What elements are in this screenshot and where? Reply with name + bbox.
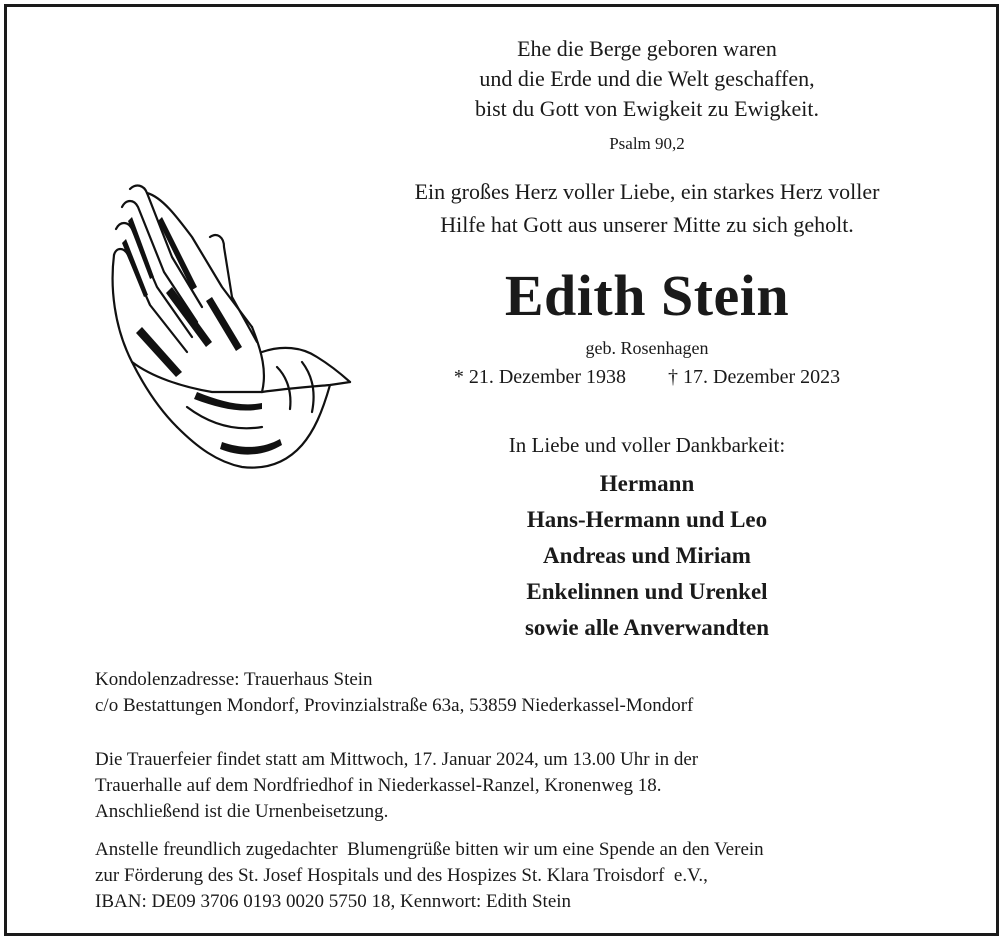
verse-line: und die Erde und die Welt geschaffen, <box>479 66 815 91</box>
mourner-name: sowie alle Anverwandten <box>524 615 770 640</box>
donation-line: zur Förderung des St. Josef Hospitals und des Hospizes St. Klara Troisdorf e.V., <box>95 865 708 886</box>
address-line: Kondolenzadresse: Trauerhaus Stein <box>95 669 373 690</box>
address-line: c/o Bestattungen Mondorf, Provinzialstraße 63a, 53859 Niederkassel-Mondorf <box>95 695 694 716</box>
condolence-address <box>95 667 975 719</box>
donation-line: IBAN: DE09 3706 0193 0020 5750 18, Kennwort: Edith Stein <box>95 891 572 912</box>
verse-line: bist du Gott von Ewigkeit zu Ewigkeit. <box>474 96 820 121</box>
obituary-frame <box>4 4 999 936</box>
life-dates <box>347 364 947 390</box>
quote-line: Hilfe hat Gott aus unserer Mitte zu sich geholt. <box>440 212 854 237</box>
ceremony-line: Trauerhalle auf dem Nordfriedhof in Niederkassel-Ranzel, Kronenweg 18. <box>95 775 662 796</box>
death-date: † 17. Dezember 2023 <box>668 366 841 388</box>
psalm-verse <box>347 34 947 124</box>
ceremony-line: Anschließend ist die Urnenbeisetzung. <box>95 801 389 822</box>
deceased-name: Edith Stein <box>504 263 790 328</box>
memorial-quote <box>347 175 947 241</box>
birth-name: geb. Rosenhagen <box>585 338 709 358</box>
mourner-name: Andreas und Miriam <box>543 543 751 568</box>
donation-request <box>95 837 975 915</box>
thanks-line: In Liebe und voller Dankbarkeit: <box>508 433 786 457</box>
birth-date: * 21. Dezember 1938 <box>453 366 626 388</box>
verse-line: Ehe die Berge geboren waren <box>517 36 777 61</box>
mourner-name: Enkelinnen und Urenkel <box>526 579 768 604</box>
donation-line: Anstelle freundlich zugedachter Blumengrüße bitten wir um eine Spende an den Verein <box>95 839 764 860</box>
verse-source: Psalm 90,2 <box>609 134 685 153</box>
mourners-list <box>347 466 947 646</box>
funeral-ceremony-info <box>95 747 975 825</box>
quote-line: Ein großes Herz voller Liebe, ein starkes Herz voller <box>414 179 880 204</box>
praying-hands-icon <box>102 177 357 477</box>
mourner-name: Hermann <box>599 471 695 496</box>
ceremony-line: Die Trauerfeier findet statt am Mittwoch, 17. Januar 2024, um 13.00 Uhr in der <box>95 749 699 770</box>
mourner-name: Hans-Hermann und Leo <box>526 507 768 532</box>
